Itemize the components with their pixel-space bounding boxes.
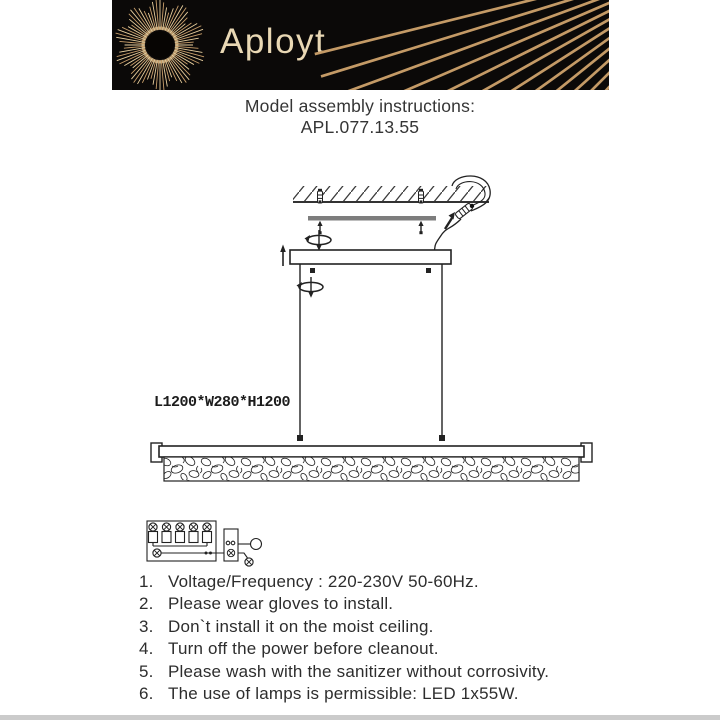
title-block bbox=[0, 96, 720, 138]
item-number: 1. bbox=[139, 572, 154, 591]
brand-wordmark: Aployt bbox=[220, 22, 327, 61]
item-number: 6. bbox=[139, 684, 154, 704]
item-text: Please wear gloves to install. bbox=[168, 594, 394, 614]
page-title: Model assembly instructions: bbox=[244, 96, 476, 116]
list-item bbox=[139, 661, 609, 683]
item-number: 3. bbox=[139, 616, 154, 636]
item-text: Turn off the power before cleanout. bbox=[168, 639, 439, 659]
item-number: 2. bbox=[139, 594, 154, 614]
dimension-label: L1200*W280*H1200 bbox=[154, 394, 291, 411]
item-text: Please wash with the sanitizer without corrosivity. bbox=[168, 661, 550, 681]
bottom-edge-strip bbox=[0, 715, 720, 720]
list-item bbox=[139, 571, 609, 593]
list-item bbox=[139, 593, 609, 615]
item-text: Voltage/Frequency : 220-230V 50-60Hz. bbox=[168, 572, 479, 591]
light-bar bbox=[151, 443, 592, 481]
item-number: 4. bbox=[139, 639, 154, 659]
item-number: 5. bbox=[139, 661, 154, 681]
canopy bbox=[280, 245, 451, 274]
fan-rays-icon bbox=[309, 0, 609, 90]
brand-banner bbox=[112, 0, 609, 90]
item-text: Don`t install it on the moist ceiling. bbox=[168, 616, 434, 636]
assembly-diagram bbox=[120, 160, 610, 512]
pebble-texture bbox=[164, 457, 579, 481]
list-item bbox=[139, 638, 609, 660]
item-text: The use of lamps is permissible: LED 1x55W. bbox=[168, 684, 519, 704]
list-item bbox=[139, 683, 609, 705]
mounting-bracket bbox=[308, 216, 436, 234]
list-item bbox=[139, 616, 609, 638]
model-number: APL.077.13.55 bbox=[300, 117, 420, 137]
instruction-list bbox=[139, 571, 609, 705]
